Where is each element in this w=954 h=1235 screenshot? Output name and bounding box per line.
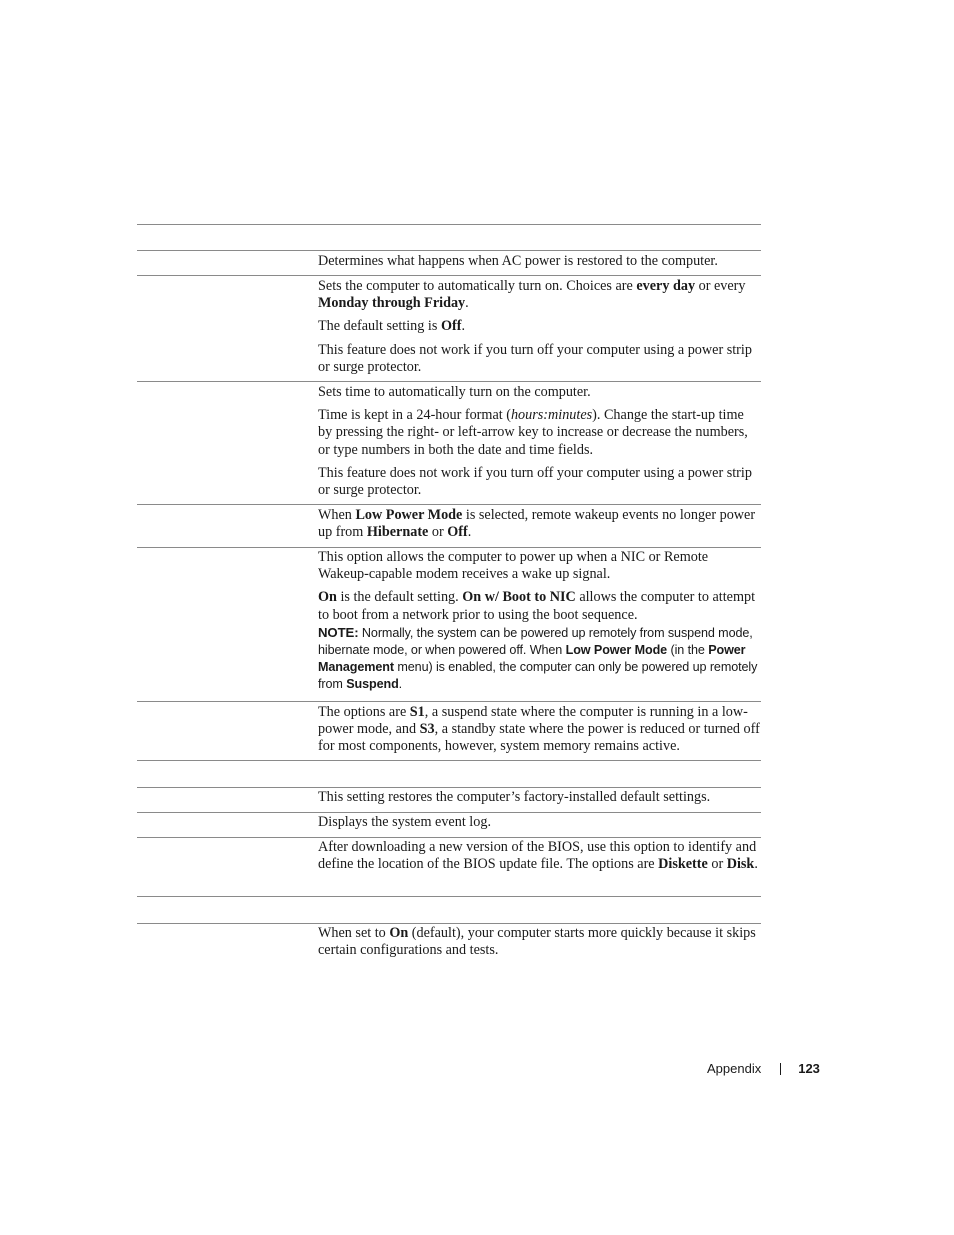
remote-wakeup-default: On is the default setting. On w/ Boot to NIC allows the computer to attempt to boot from a network prior to using the boot sequence. (318, 589, 756, 623)
low-power-mode-description (318, 507, 761, 541)
table-rule (137, 896, 761, 897)
table-rule (137, 504, 761, 505)
table-rule (137, 923, 761, 924)
low-power-mode-text: When Low Power Mode is selected, remote wakeup events no longer power up from Hibernate or Off. (318, 507, 756, 541)
table-rule (137, 381, 761, 382)
auto-power-on-default: The default setting is Off. (318, 318, 465, 335)
table-rule (137, 812, 761, 813)
ac-recovery-text: Determines what happens when AC power is restored to the computer. (318, 253, 718, 269)
fastboot-description (318, 925, 761, 959)
auto-power-on-warning: This feature does not work if you turn off your computer using a power strip or surge protector. (318, 341, 752, 375)
auto-power-on-description (318, 278, 761, 376)
suspend-mode-description (318, 704, 761, 756)
auto-power-on-choices: Sets the computer to automatically turn on. Choices are every day or every Monday through Friday. (318, 278, 746, 312)
event-log-text: Displays the system event log. (318, 814, 491, 830)
auto-power-time-intro: Sets time to automatically turn on the computer. (318, 384, 591, 400)
event-log-description (318, 814, 761, 831)
table-rule (137, 547, 761, 548)
auto-power-time-description (318, 384, 761, 499)
auto-power-time-format: Time is kept in a 24-hour format (hours:minutes). Change the start-up time by pressing the right- or left-arrow key to increase or decrease the numbers, or type numbers in both the date and time fields. (318, 407, 748, 458)
remote-wakeup-description (318, 549, 761, 694)
table-rule (137, 701, 761, 702)
footer-separator (780, 1063, 781, 1075)
load-defaults-text: This setting restores the computer’s factory-installed default settings. (318, 789, 711, 805)
remote-wakeup-note: NOTE: Normally, the system can be powered up remotely from suspend mode, hibernate mode, or when powered off. When Low Power Mode (in the Power Management menu) is enabled, the computer can only be powered up remotely from Suspend. (318, 624, 758, 692)
page-number: 123 (798, 1061, 820, 1076)
suspend-mode-text: The options are S1, a suspend state where the computer is running in a low-power mode, and S3, a standby state where the power is reduced or turned off for most components, however, system memory remains active. (318, 704, 760, 755)
table-rule (137, 837, 761, 838)
table-top-rule (137, 224, 761, 225)
fastboot-text: When set to On (default), your computer starts more quickly because it skips certain configurations and tests. (318, 925, 756, 959)
table-rule (137, 787, 761, 788)
load-defaults-description (318, 789, 761, 806)
remote-wakeup-intro: This option allows the computer to power up when a NIC or Remote Wakeup-capable modem receives a wake up signal. (318, 549, 709, 583)
note-label: NOTE: (318, 624, 359, 640)
table-rule (137, 250, 761, 251)
ac-recovery-description (318, 253, 761, 270)
footer-section: Appendix (707, 1061, 762, 1076)
bios-update-text: After downloading a new version of the BIOS, use this option to identify and define the location of the BIOS update file. The options are Diskette or Disk. (318, 839, 758, 873)
table-rule (137, 275, 761, 276)
table-rule (137, 760, 761, 761)
page-footer (707, 1061, 820, 1076)
bios-update-description (318, 839, 761, 873)
auto-power-time-warning: This feature does not work if you turn off your computer using a power strip or surge protector. (318, 464, 752, 499)
